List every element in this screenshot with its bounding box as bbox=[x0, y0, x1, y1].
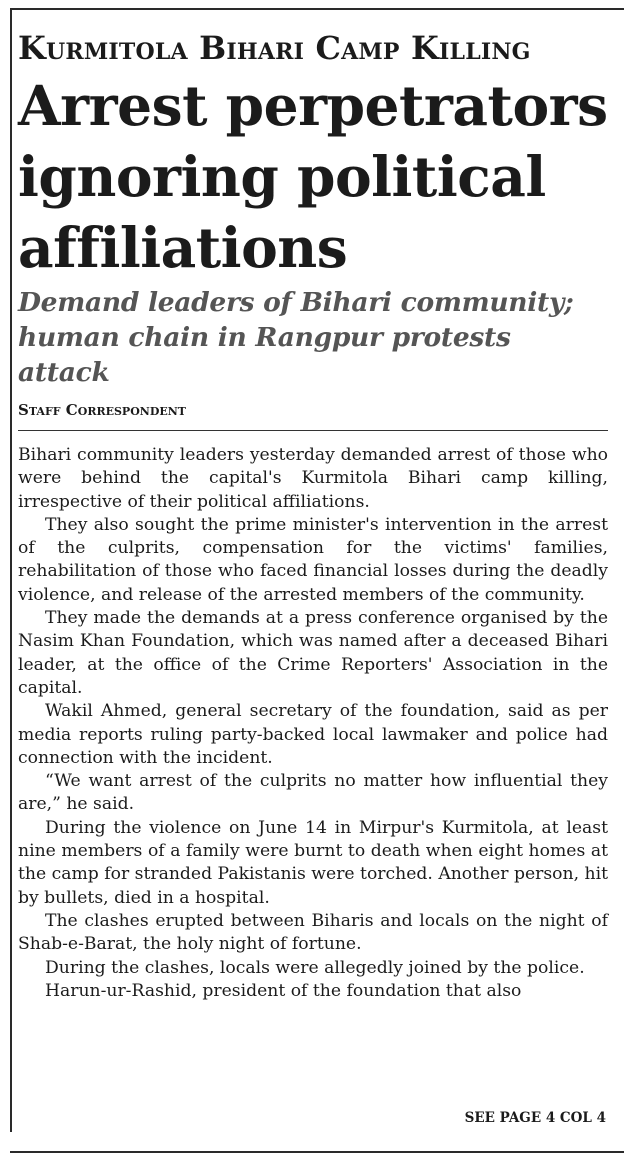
article-paragraph: The clashes erupted between Biharis and locals on the night of Shab-e-Barat, the holy night of fortune. bbox=[18, 910, 608, 955]
article-headline: Arrest perpetrators ignoring political affiliations bbox=[18, 73, 608, 280]
article-paragraph: Harun-ur-Rashid, president of the foundation that also bbox=[45, 980, 522, 1001]
byline-divider bbox=[18, 430, 608, 431]
article-paragraph: During the violence on June 14 in Mirpur's Kurmitola, at least nine members of a family were burnt to death when eight homes at the camp for stranded Pakistanis were torched. Another person, hit by bullets, died in a hospital. bbox=[18, 817, 608, 908]
article-subheadline: Demand leaders of Bihari community; human chain in Rangpur protests attack bbox=[18, 287, 574, 388]
article bbox=[18, 30, 608, 1003]
article-body bbox=[18, 444, 608, 1003]
article-paragraph: During the clashes, locals were allegedly joined by the police. bbox=[45, 957, 585, 978]
article-byline: Staff Correspondent bbox=[18, 401, 186, 419]
article-paragraph: They also sought the prime minister's intervention in the arrest of the culprits, compensation for the victims' families, rehabilitation of those who faced financial losses during the deadly violence, and release of the arrested members of the community. bbox=[18, 514, 608, 605]
continuation-link[interactable]: SEE PAGE 4 COL 4 bbox=[464, 1110, 606, 1126]
article-paragraph: “We want arrest of the culprits no matter how influential they are,” he said. bbox=[18, 771, 608, 815]
top-border bbox=[10, 8, 624, 10]
article-paragraph: They made the demands at a press conference organised by the Nasim Khan Foundation, which was named after a deceased Bihari leader, at the office of the Crime Reporters' Association in the capital. bbox=[18, 608, 608, 698]
left-border bbox=[10, 8, 12, 1132]
article-kicker: Kurmitola Bihari Camp Killing bbox=[18, 29, 531, 67]
article-paragraph: Bihari community leaders yesterday demanded arrest of those who were behind the capital's Kurmitola Bihari camp killing, irrespective of their political affiliations. bbox=[18, 445, 608, 512]
article-paragraph: Wakil Ahmed, general secretary of the foundation, said as per media reports ruling party-backed local lawmaker and police had connection with the incident. bbox=[18, 701, 608, 768]
bottom-border bbox=[10, 1151, 624, 1153]
